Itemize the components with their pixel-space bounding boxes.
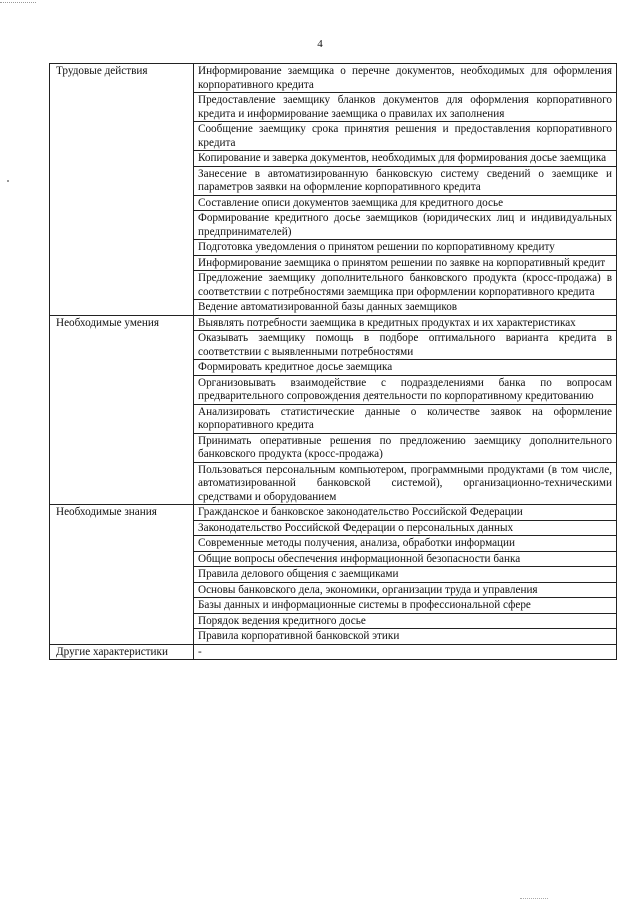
table-row-item: Принимать оперативные решения по предложению заемщику дополнительного банковского продукта (кросс-продажа) <box>194 434 616 463</box>
table-row-item: Подготовка уведомления о принятом решении по корпоративному кредиту <box>194 240 616 256</box>
table-row-item: Гражданское и банковское законодательство Российской Федерации <box>194 505 616 521</box>
table-row-item: Основы банковского дела, экономики, организации труда и управления <box>194 583 616 599</box>
scan-mark-top <box>0 2 36 3</box>
table-row-item: - <box>198 645 202 658</box>
section-label-cell <box>50 505 194 645</box>
table-row-item: Формировать кредитное досье заемщика <box>194 360 616 376</box>
section-items-cell <box>194 64 617 316</box>
table-row-item: Занесение в автоматизированную банковскую систему сведений о заемщике и параметров заявки на оформление корпоративного кредита <box>194 167 616 196</box>
table-row-item: Пользоваться персональным компьютером, программными продуктами (в том числе, автоматизированной банковской системой), организационно-техническими средствами и оборудованием <box>198 463 612 503</box>
table-row-item: Правила корпоративной банковской этики <box>198 630 400 642</box>
other-characteristics-section <box>50 644 617 660</box>
table-row-item: Базы данных и информационные системы в профессиональной сфере <box>194 598 616 614</box>
table-row-item: Порядок ведения кредитного досье <box>194 614 616 630</box>
section-label-cell <box>50 644 194 660</box>
section-label: Другие характеристики <box>56 645 168 658</box>
required-skills-section <box>50 315 617 505</box>
qualification-table <box>49 63 617 660</box>
required-knowledge-section <box>50 505 617 645</box>
table-row-item: Копирование и заверка документов, необходимых для формирования досье заемщика <box>194 151 616 167</box>
table-row-item: Организовывать взаимодействие с подразделениями банка по вопросам предварительного сопровождения деятельности по корпоративному кредитованию <box>194 376 616 405</box>
table-row-item: Предоставление заемщику бланков документов для оформления корпоративного кредита и информирование заемщика о правилах их заполнения <box>194 93 616 122</box>
table-row-item: Информирование заемщика о принятом решении по заявке на корпоративный кредит <box>194 256 616 272</box>
section-label: Необходимые знания <box>56 506 157 518</box>
scan-mark-bottom <box>520 898 548 899</box>
table-row-item: Информирование заемщика о перечне документов, необходимых для оформления корпоративного кредита <box>194 64 616 93</box>
section-items-cell <box>194 315 617 505</box>
table-row-item: Законодательство Российской Федерации о персональных данных <box>194 521 616 537</box>
table-row-item: Оказывать заемщику помощь в подборе оптимального варианта кредита в соответствии с выявленными потребностями <box>194 331 616 360</box>
section-label: Трудовые действия <box>56 65 148 77</box>
section-label-cell <box>50 315 194 505</box>
section-items-cell <box>194 505 617 645</box>
table-row-item: Общие вопросы обеспечения информационной безопасности банка <box>194 552 616 568</box>
section-items-cell <box>194 644 617 660</box>
page-number: 4 <box>317 38 323 50</box>
table-row-item: Формирование кредитного досье заемщиков (юридических лиц и индивидуальных предпринимателей) <box>194 211 616 240</box>
table-row-item: Современные методы получения, анализа, обработки информации <box>194 536 616 552</box>
labor-actions-section <box>50 64 617 316</box>
section-label-cell <box>50 64 194 316</box>
table-row-item: Составление описи документов заемщика для кредитного досье <box>194 196 616 212</box>
table-row-item: Сообщение заемщику срока принятия решения и предоставления корпоративного кредита <box>194 122 616 151</box>
table-row-item: Правила делового общения с заемщиками <box>194 567 616 583</box>
table-row-item: Предложение заемщику дополнительного банковского продукта (кросс-продажа) в соответствии с потребностями заемщика при оформлении корпоративного кредита <box>194 271 616 300</box>
scan-speck <box>7 180 9 182</box>
table-row-item: Выявлять потребности заемщика в кредитных продуктах и их характеристиках <box>194 316 616 332</box>
table-row-item: Ведение автоматизированной базы данных заемщиков <box>198 301 458 313</box>
table-row-item: Анализировать статистические данные о количестве заявок на оформление корпоративного кредита <box>194 405 616 434</box>
section-label: Необходимые умения <box>56 316 159 329</box>
